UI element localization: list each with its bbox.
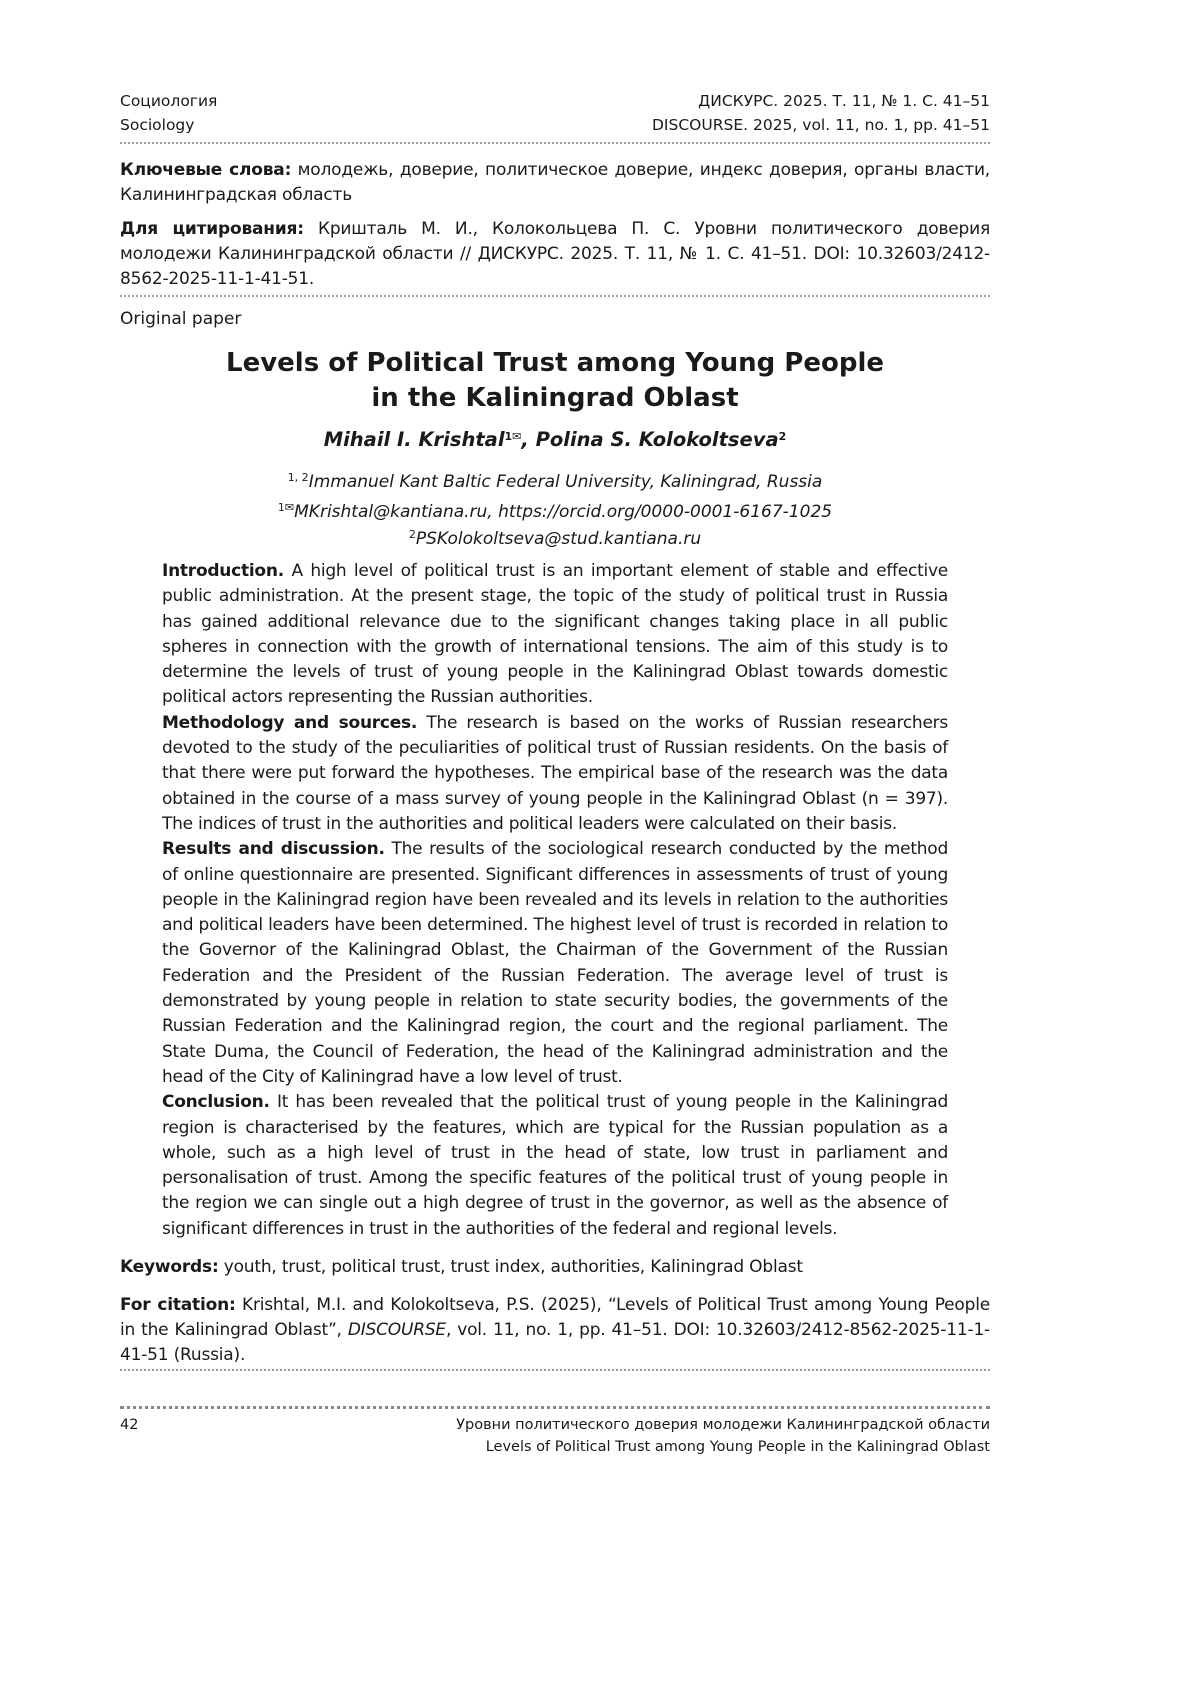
method-text: The research is based on the works of Russian researchers devoted to the study of the peculiarities of political trust of Russian residents. On the basis of that there were put forward the hypotheses. The empirical base of the research was the data obtained in the course of a mass survey of young people in the Kaliningrad Oblast (n = 397). The indices of trust in the authorities and political leaders were calculated on their basis. <box>162 713 948 834</box>
author-separator: , <box>521 428 535 451</box>
header-journal <box>652 89 990 137</box>
citation-ru-label: Для цитирования: <box>120 219 304 239</box>
keywords-ru-text: молодежь, доверие, политическое доверие, индекс доверия, органы власти, Калининградская область <box>120 160 990 205</box>
abstract-results <box>162 837 948 1090</box>
keywords-ru-label: Ключевые слова: <box>120 160 291 180</box>
author-2: Polina S. Kolokoltseva <box>536 428 779 451</box>
title-line-2: in the Kaliningrad Oblast <box>120 381 990 416</box>
abstract <box>162 559 948 1242</box>
journal-en: DISCOURSE. 2025, vol. 11, no. 1, pp. 41–51 <box>652 113 990 137</box>
footer-divider <box>120 1406 990 1409</box>
citation-en <box>120 1293 990 1368</box>
intro-label: Introduction. <box>162 561 284 581</box>
section-en: Sociology <box>120 113 217 137</box>
page-number: 42 <box>120 1414 138 1436</box>
paper-title <box>120 346 990 416</box>
paper-type: Original paper <box>120 309 241 329</box>
authors <box>120 428 990 451</box>
affiliation-sup: 1, 2 <box>288 471 309 484</box>
keywords-en-text: youth, trust, political trust, trust index, authorities, Kaliningrad Oblast <box>219 1257 803 1277</box>
keywords-ru <box>120 158 990 208</box>
email-2-link[interactable]: PSKolokoltseva@stud.kantiana.ru <box>416 529 701 549</box>
citation-en-text: Krishtal, M.I. and Kolokoltseva, P.S. (2025), “Levels of Political Trust among Young People in the Kaliningrad Oblast”, <box>120 1295 990 1340</box>
conclusion-label: Conclusion. <box>162 1092 270 1112</box>
author-1-sup: 1✉ <box>505 430 522 443</box>
keywords-en <box>120 1255 990 1280</box>
email-1-sup: 1✉ <box>278 501 294 514</box>
divider <box>120 295 990 297</box>
abstract-methodology <box>162 711 948 837</box>
header-section <box>120 89 217 137</box>
method-label: Methodology and sources. <box>162 713 417 733</box>
divider <box>120 1369 990 1371</box>
title-line-1: Levels of Political Trust among Young People <box>120 346 990 381</box>
citation-en-text-end: , vol. 11, no. 1, pp. 41–51. DOI: 10.32603/2412-8562-2025-11-1-41-51 (Russia). <box>120 1320 990 1365</box>
divider <box>120 142 990 144</box>
affiliation <box>120 464 990 496</box>
abstract-introduction <box>162 559 948 711</box>
email-2 <box>120 521 990 553</box>
affiliation-text: Immanuel Kant Baltic Federal University, Kaliningrad, Russia <box>309 472 823 492</box>
section-ru: Социология <box>120 89 217 113</box>
author-2-sup: 2 <box>779 430 787 443</box>
abstract-conclusion <box>162 1090 948 1242</box>
citation-en-label: For citation: <box>120 1295 236 1315</box>
author-1: Mihail I. Krishtal <box>324 428 505 451</box>
journal-ru: ДИСКУРС. 2025. Т. 11, № 1. С. 41–51 <box>652 89 990 113</box>
email-2-sup: 2 <box>409 528 416 541</box>
conclusion-text: It has been revealed that the political trust of young people in the Kaliningrad region is characterised by the features, which are typical for the Russian population as a whole, such as a high level of trust in the head of state, low trust in parliament and personalisation of trust. Among the specific features of the political trust of young people in the region we can single out a high degree of trust in the governor, as well as the absence of significant differences in trust in the authorities of the federal and regional levels. <box>162 1092 948 1238</box>
citation-ru-text: Кришталь М. И., Колокольцева П. С. Уровни политического доверия молодежи Калининградской области // ДИСКУРС. 2025. Т. 11, № 1. С. 41–51. DOI: 10.32603/2412-8562-2025-11-1-41-51. <box>120 219 990 289</box>
intro-text: A high level of political trust is an important element of stable and effective public administration. At the present stage, the topic of the study of political trust in Russia has gained additional relevance due to the significant changes taking place in all public spheres in connection with the growth of international tensions. The aim of this study is to determine the levels of trust of young people in the Kaliningrad Oblast towards domestic political actors representing the Russian authorities. <box>162 561 948 707</box>
keywords-en-label: Keywords: <box>120 1257 219 1277</box>
footer-title-ru: Уровни политического доверия молодежи Калининградской области <box>456 1414 990 1436</box>
footer-title-en: Levels of Political Trust among Young People in the Kaliningrad Oblast <box>456 1436 990 1458</box>
results-text: The results of the sociological research conducted by the method of online questionnaire are presented. Significant differences in assessments of trust of young people in the Kaliningrad region have been revealed and its levels in relation to the authorities and political leaders have been determined. The highest level of trust is recorded in relation to the Governor of the Kaliningrad Oblast, the Chairman of the Government of the Russian Federation and the President of the Russian Federation. The average level of trust is demonstrated by young people in relation to state security bodies, the governments of the Russian Federation and the Kaliningrad region, the court and the regional parliament. The State Duma, the Council of Federation, the head of the Kaliningrad administration and the head of the City of Kaliningrad have a low level of trust. <box>162 839 948 1087</box>
citation-ru <box>120 217 990 292</box>
footer-titles <box>456 1414 990 1458</box>
citation-en-journal: DISCOURSE <box>348 1320 446 1340</box>
results-label: Results and discussion. <box>162 839 385 859</box>
email-1-link[interactable]: MKrishtal@kantiana.ru, https://orcid.org/0000-0001-6167-1025 <box>294 502 832 522</box>
